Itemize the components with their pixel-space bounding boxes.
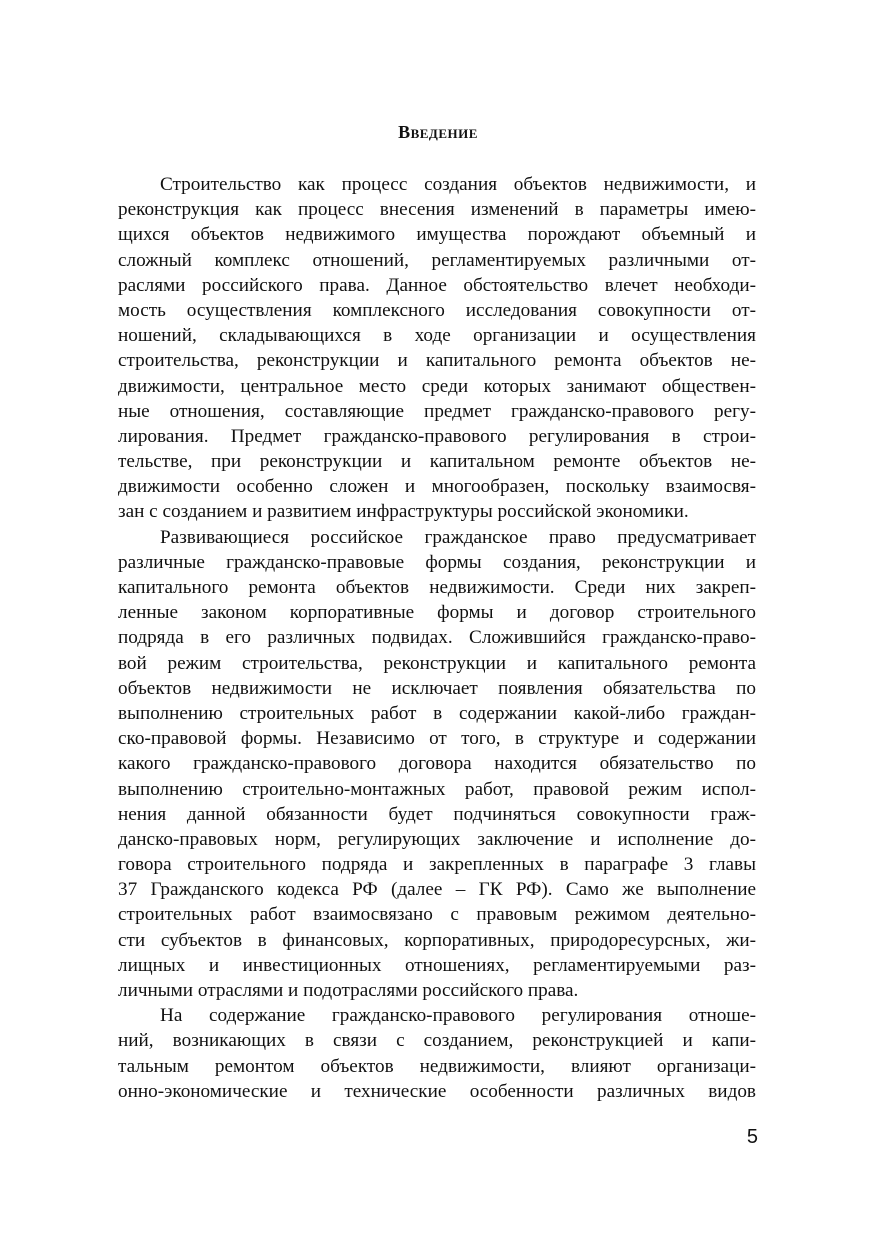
- text-line: ные отношения, составляющие предмет гражданско-правового регу-: [118, 400, 756, 422]
- text-line: движимости, центральное место среди которых занимают обществен-: [118, 375, 756, 397]
- text-line: нения данной обязанности будет подчиняться совокупности граж-: [118, 803, 756, 825]
- text-line: щихся объектов недвижимого имущества порождают объемный и: [118, 224, 756, 246]
- text-line: данско-правовых норм, регулирующих заключение и исполнение до-: [118, 828, 756, 850]
- text-line: строительных работ взаимосвязано с правовым режимом деятельно-: [118, 904, 756, 926]
- text-line: Строительство как процесс создания объектов недвижимости, и: [160, 174, 756, 195]
- text-line: ско-правовой формы. Независимо от того, в структуре и содержании: [118, 728, 756, 750]
- section-heading: Введение: [398, 122, 478, 142]
- text-line: сложный комплекс отношений, регламентируемых различными от-: [118, 249, 756, 271]
- text-line: лищных и инвестиционных отношениях, регламентируемыми раз-: [118, 954, 756, 976]
- text-line: движимости особенно сложен и многообразен, поскольку взаимосвя-: [118, 476, 756, 498]
- page-number: 5: [746, 1126, 758, 1148]
- text-line: объектов недвижимости не исключает появления обязательства по: [118, 677, 756, 699]
- text-line: говора строительного подряда и закрепленных в параграфе 3 главы: [118, 854, 756, 876]
- text-line: тальным ремонтом объектов недвижимости, влияют организаци-: [118, 1055, 756, 1077]
- text-line: Развивающиеся российское гражданское право предусматривает: [160, 526, 756, 548]
- text-line: зан с созданием и развитием инфраструктуры российской экономики.: [118, 501, 689, 523]
- text-line: ленные законом корпоративные формы и договор строительного: [118, 602, 756, 624]
- text-line: капитального ремонта объектов недвижимости. Среди них закреп-: [118, 577, 756, 598]
- text-line: На содержание гражданско-правового регулирования отноше-: [160, 1005, 756, 1027]
- text-line: раслями российского права. Данное обстоятельство влечет необходи-: [118, 274, 756, 296]
- text-line: выполнению строительных работ в содержании какой-либо граждан-: [118, 702, 756, 724]
- text-line: реконструкция как процесс внесения изменений в параметры имею-: [118, 199, 756, 221]
- text-line: ношений, складывающихся в ходе организации и осуществления: [118, 325, 756, 347]
- text-line: онно-экономические и технические особенности различных видов: [118, 1080, 756, 1102]
- text-line: вой режим строительства, реконструкции и капитального ремонта: [118, 652, 756, 674]
- text-line: 37 Гражданского кодекса РФ (далее – ГК РФ). Само же выполнение: [118, 879, 756, 901]
- text-line: личными отраслями и подотраслями российского права.: [118, 980, 579, 1001]
- text-line: лирования. Предмет гражданско-правового регулирования в строи-: [118, 425, 756, 447]
- text-line: ний, возникающих в связи с созданием, реконструкцией и капи-: [118, 1030, 756, 1052]
- text-line: различные гражданско-правовые формы создания, реконструкции и: [118, 551, 756, 573]
- text-line: мость осуществления комплексного исследования совокупности от-: [118, 299, 756, 321]
- text-line: тельстве, при реконструкции и капитальном ремонте объектов не-: [118, 451, 756, 473]
- text-line: сти субъектов в финансовых, корпоративных, природоресурсных, жи-: [118, 929, 756, 951]
- body-text: [118, 172, 756, 1104]
- text-line: какого гражданско-правового договора находится обязательство по: [118, 753, 756, 775]
- text-line: строительства, реконструкции и капитального ремонта объектов не-: [118, 350, 756, 372]
- text-line: выполнению строительно-монтажных работ, правовой режим испол-: [118, 778, 756, 800]
- text-line: подряда в его различных подвидах. Сложившийся гражданско-право-: [118, 627, 756, 649]
